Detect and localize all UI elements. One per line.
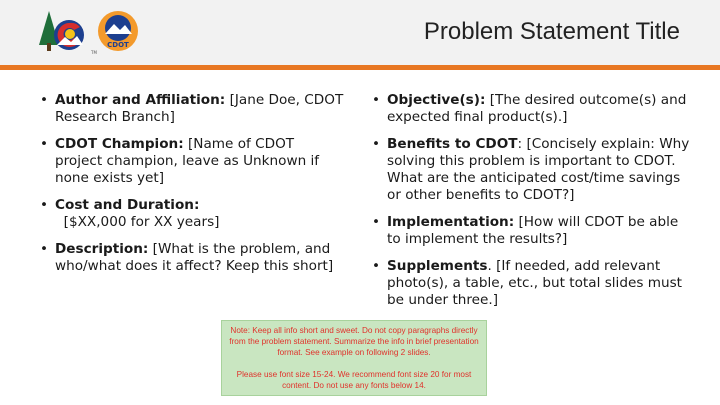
bullet-description: • Description: [What is the problem, and who/what does it affect? Keep this short] xyxy=(40,241,345,275)
header-divider xyxy=(0,65,720,70)
bullet-author: • Author and Affiliation: [Jane Doe, CDOT Research Branch] xyxy=(40,92,345,126)
svg-text:CDOT: CDOT xyxy=(107,41,129,49)
note-font-text: Please use font size 15-24. We recommend font size 20 for most content. Do not use any fonts below 14. xyxy=(236,370,472,390)
right-bullet-list xyxy=(372,92,692,319)
left-bullet-list xyxy=(40,92,345,285)
bullet-champion: • CDOT Champion: [Name of CDOT project champion, leave as Unknown if none exists yet] xyxy=(40,136,345,187)
note-box xyxy=(221,320,487,396)
bullet-supplements: • Supplements. [If needed, add relevant photo(s), a table, etc., but total slides must be under three.] xyxy=(372,258,692,309)
bullet-benefits: • Benefits to CDOT: [Concisely explain: Why solving this problem is important to CDOT. What are the anticipated cost/time savings or other benefits to CDOT?] xyxy=(372,136,692,204)
note-summary-text: Note: Keep all info short and sweet. Do not copy paragraphs directly from the problem statement. Summarize the info in brief presentation format. See example on following 2 slides. xyxy=(229,326,479,357)
cdot-logo xyxy=(36,9,142,59)
bullet-cost-duration: • Cost and Duration: [$XX,000 for XX years] xyxy=(40,197,345,231)
slide-title: Problem Statement Title xyxy=(423,18,680,45)
bullet-implementation: • Implementation: [How will CDOT be able to implement the results?] xyxy=(372,214,692,248)
bullet-objectives: • Objective(s): [The desired outcome(s) and expected final product(s).] xyxy=(372,92,692,126)
slide-header xyxy=(0,0,720,65)
svg-text:TM: TM xyxy=(91,50,97,55)
